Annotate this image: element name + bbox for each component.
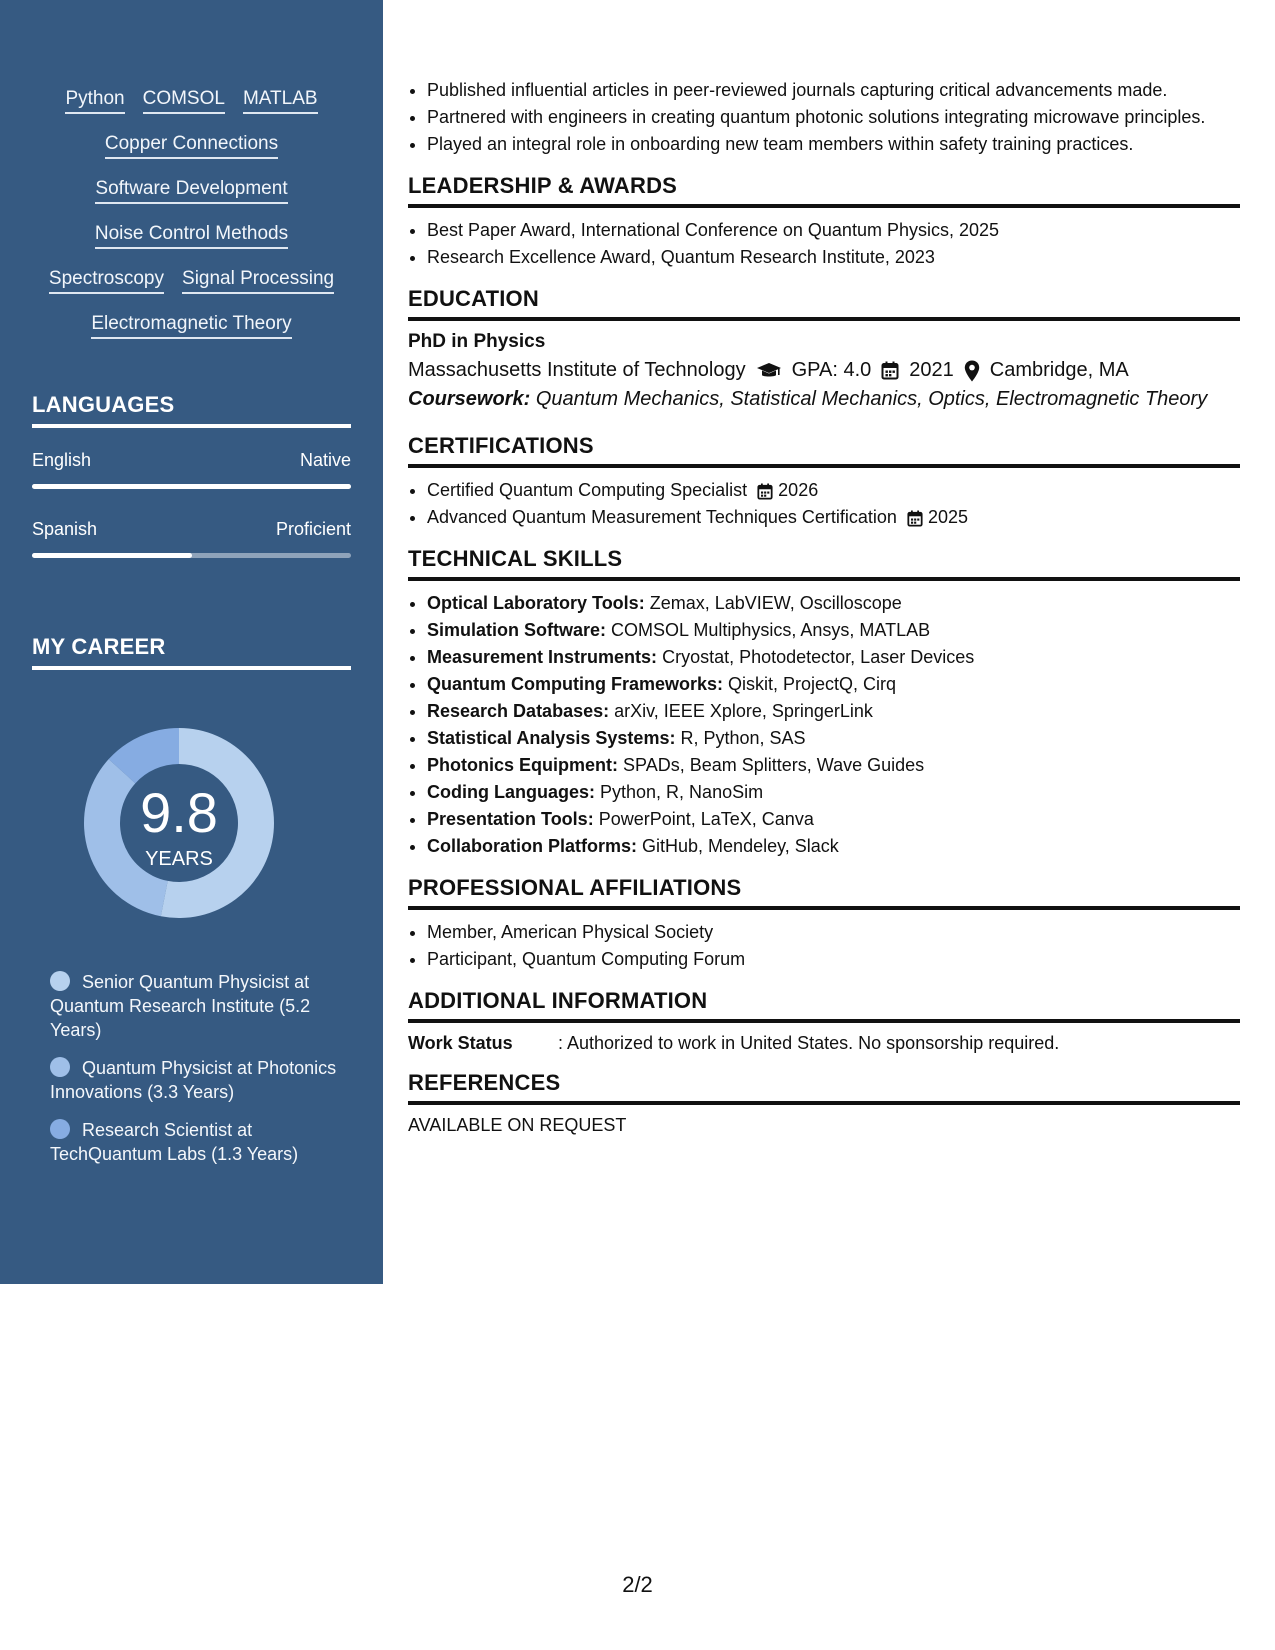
career-years-unit: YEARS (145, 848, 213, 870)
affiliations-heading: PROFESSIONAL AFFILIATIONS (408, 875, 1240, 910)
career-text: Senior Quantum Physicist at Quantum Research Institute (5.2 Years) (50, 972, 311, 1040)
leadership-list (408, 218, 1240, 270)
skill-values: Zemax, LabVIEW, Oscilloscope (649, 593, 902, 613)
certification-name: Advanced Quantum Measurement Techniques Certification (427, 507, 897, 527)
technical-skill-item (427, 726, 1240, 751)
career-total-years: 9.8 (140, 781, 218, 844)
work-status-label: Work Status (408, 1033, 513, 1053)
list-item: • Partnered with engineers in creating quantum photonic solutions integrating microwave principles. (427, 105, 1240, 130)
legend-dot (50, 1057, 70, 1077)
technical-skill-item (427, 618, 1240, 643)
career-item (50, 970, 340, 1042)
technical-skill-item (427, 834, 1240, 859)
skill-tags (0, 86, 383, 356)
skill-row (0, 86, 383, 131)
career-text: Quantum Physicist at Photonics Innovations (3.3 Years) (50, 1058, 337, 1102)
certification-year-wrap (757, 480, 818, 500)
career-item (50, 1118, 340, 1166)
page-number: 2/2 (622, 1572, 653, 1597)
certifications-heading: CERTIFICATIONS (408, 433, 1240, 468)
language-level-fill (32, 553, 192, 558)
skill-tag: Copper Connections (105, 131, 278, 159)
skill-values: GitHub, Mendeley, Slack (642, 836, 839, 856)
career-donut-chart (66, 710, 292, 936)
school-location: Cambridge, MA (989, 359, 1129, 381)
language-level-bar (32, 553, 351, 558)
language-level: Proficient (275, 519, 351, 539)
work-status (408, 1033, 1240, 1054)
skill-category: Presentation Tools: (427, 809, 594, 829)
career-legend (50, 970, 340, 1180)
skill-category: Photonics Equipment: (427, 755, 618, 775)
technical-skill-item (427, 807, 1240, 832)
list-item: • Played an integral role in onboarding new team members within safety training practices. (427, 132, 1240, 157)
list-item: • Participant, Quantum Computing Forum (427, 947, 1240, 972)
gpa: GPA: 4.0 (791, 359, 872, 381)
work-status-value: : Authorized to work in United States. No sponsorship required. (558, 1033, 1060, 1053)
skill-values: Python, R, NanoSim (600, 782, 764, 802)
affiliations-list (408, 920, 1240, 972)
technical-skill-item (427, 753, 1240, 778)
skill-category: Optical Laboratory Tools: (427, 593, 645, 613)
skill-category: Collaboration Platforms: (427, 836, 638, 856)
school-name: Massachusetts Institute of Technology (408, 359, 746, 381)
certification-item (427, 505, 1240, 530)
references-text: AVAILABLE ON REQUEST (408, 1115, 627, 1135)
language-level-fill (32, 484, 351, 489)
calendar-icon (907, 510, 923, 527)
certifications-list (408, 478, 1240, 530)
skill-category: Coding Languages: (427, 782, 595, 802)
skill-row (0, 311, 383, 356)
certification-name: Certified Quantum Computing Specialist (427, 480, 748, 500)
list-item: • Research Excellence Award, Quantum Research Institute, 2023 (427, 245, 1240, 270)
references-heading: REFERENCES (408, 1070, 1240, 1105)
technical-skill-item (427, 672, 1240, 697)
leadership-heading: LEADERSHIP & AWARDS (408, 173, 1240, 208)
career-text: Research Scientist at TechQuantum Labs (1.3 Years) (50, 1120, 299, 1164)
main-content (408, 78, 1240, 1136)
skill-values: arXiv, IEEE Xplore, SpringerLink (614, 701, 873, 721)
list-item: • Best Paper Award, International Conference on Quantum Physics, 2025 (427, 218, 1240, 243)
calendar-icon (757, 483, 773, 500)
language-level-bar (32, 484, 351, 489)
skill-tag: Software Development (95, 176, 287, 204)
graduation-year: 2021 (909, 359, 954, 381)
map-pin-icon (964, 360, 980, 382)
technical-skill-item (427, 591, 1240, 616)
degree: PhD in Physics (408, 331, 546, 352)
language-english (32, 450, 351, 489)
technical-skills-heading: TECHNICAL SKILLS (408, 546, 1240, 581)
graduation-cap-icon (756, 362, 782, 380)
list-item: • Member, American Physical Society (427, 920, 1240, 945)
skill-tag: Python (65, 86, 124, 114)
technical-skill-item (427, 780, 1240, 805)
skill-values: PowerPoint, LaTeX, Canva (598, 809, 814, 829)
skill-row (0, 176, 383, 221)
skill-category: Measurement Instruments: (427, 647, 658, 667)
language-name: Spanish (32, 519, 98, 539)
skill-values: SPADs, Beam Splitters, Wave Guides (623, 755, 925, 775)
skill-category: Research Databases: (427, 701, 610, 721)
certification-year: 2025 (927, 507, 968, 527)
education-details (408, 359, 1240, 382)
skill-category: Statistical Analysis Systems: (427, 728, 676, 748)
experience-bullets (408, 78, 1240, 157)
language-name: English (32, 450, 92, 470)
language-spanish (32, 519, 351, 558)
skill-values: COMSOL Multiphysics, Ansys, MATLAB (611, 620, 931, 640)
technical-skills-list (408, 591, 1240, 859)
language-level: Native (299, 450, 351, 470)
skill-row (0, 131, 383, 176)
additional-info-heading: ADDITIONAL INFORMATION (408, 988, 1240, 1023)
skill-category: Simulation Software: (427, 620, 607, 640)
coursework-list: Quantum Mechanics, Statistical Mechanics, Optics, Electromagnetic Theory (535, 388, 1208, 410)
skill-tag: Electromagnetic Theory (91, 311, 291, 339)
legend-dot (50, 1119, 70, 1139)
certification-year: 2026 (778, 480, 819, 500)
skill-tag: MATLAB (243, 86, 318, 114)
coursework-label: Coursework: (408, 388, 531, 410)
skill-category: Quantum Computing Frameworks: (427, 674, 724, 694)
technical-skill-item (427, 699, 1240, 724)
skill-values: Cryostat, Photodetector, Laser Devices (662, 647, 975, 667)
languages-heading: LANGUAGES (32, 392, 351, 428)
certification-item (427, 478, 1240, 503)
skill-row (0, 221, 383, 266)
skill-tag: Noise Control Methods (95, 221, 288, 249)
skill-tag: Spectroscopy (49, 266, 164, 294)
sidebar (0, 0, 383, 1284)
technical-skill-item (427, 645, 1240, 670)
list-item: • Published influential articles in peer-reviewed journals capturing critical advancements made. (427, 78, 1240, 103)
calendar-icon (881, 361, 899, 380)
skill-row (0, 266, 383, 311)
career-item (50, 1056, 340, 1104)
certification-year-wrap (907, 507, 968, 527)
career-heading: MY CAREER (32, 634, 351, 670)
coursework (408, 388, 1240, 411)
skill-values: R, Python, SAS (680, 728, 806, 748)
legend-dot (50, 971, 70, 991)
skill-values: Qiskit, ProjectQ, Cirq (728, 674, 897, 694)
skill-tag: COMSOL (143, 86, 225, 114)
education-heading: EDUCATION (408, 286, 1240, 321)
skill-tag: Signal Processing (182, 266, 334, 294)
